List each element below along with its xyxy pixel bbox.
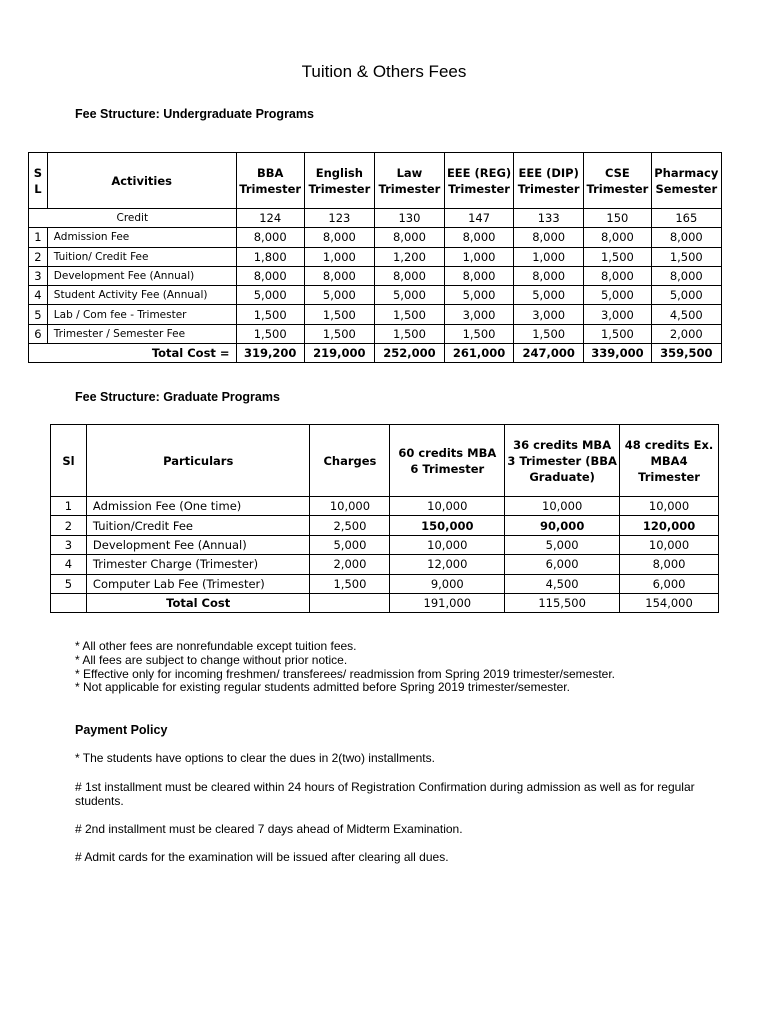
particulars-header: Particulars [86,425,310,497]
note-line: * Effective only for incoming freshmen/ transferees/ readmission from Spring 2019 trimester/semester. [75,666,616,681]
program-header: BBA Trimester [236,153,304,209]
graduate-heading: Fee Structure: Graduate Programs [75,390,280,404]
table-row: 4 Trimester Charge (Trimester) 2,000 12,000 6,000 8,000 [51,555,719,574]
program-header: CSE Trimester [584,153,651,209]
policy-paragraph: # Admit cards for the examination will be issued after clearing all dues. [75,850,449,864]
undergraduate-heading: Fee Structure: Undergraduate Programs [75,107,314,121]
undergraduate-fee-table [28,152,722,363]
note-line: * Not applicable for existing regular students admitted before Spring 2019 trimester/semester. [75,680,570,695]
program-header: 36 credits MBA 3 Trimester (BBA Graduate) [505,425,620,497]
total-row: Total Cost = 319,200 219,000 252,000 261,000 247,000 339,000 359,500 [29,344,722,363]
policy-paragraph: # 1st installment must be cleared within 24 hours of Registration Confirmation during admission as well as for regular students. [75,780,695,808]
page-title: Tuition & Others Fees [301,62,467,81]
program-header: Law Trimester [374,153,444,209]
program-header: EEE (DIP) Trimester [514,153,584,209]
policy-paragraph: # 2nd installment must be cleared 7 days ahead of Midterm Examination. [75,822,463,836]
program-header: 60 credits MBA 6 Trimester [390,425,505,497]
table-row: 3 Development Fee (Annual) 5,000 10,000 5,000 10,000 [51,535,719,554]
table-row: 2 Tuition/ Credit Fee 1,800 1,000 1,200 1,000 1,000 1,500 1,500 [29,247,722,266]
graduate-fee-table [50,424,719,613]
total-row: Total Cost 191,000 115,500 154,000 [51,593,719,612]
program-header: 48 credits Ex. MBA4 Trimester [620,425,719,497]
table-row: 3 Development Fee (Annual) 8,000 8,000 8,000 8,000 8,000 8,000 8,000 [29,266,722,285]
credit-row: Credit 124 123 130 147 133 150 165 [29,209,722,228]
table-row: 5 Lab / Com fee - Trimester 1,500 1,500 1,500 3,000 3,000 3,000 4,500 [29,305,722,324]
policy-paragraph: * The students have options to clear the dues in 2(two) installments. [75,751,435,765]
table-header-row [29,153,722,209]
sl-header: Sl [51,425,87,497]
table-row: 5 Computer Lab Fee (Trimester) 1,500 9,000 4,500 6,000 [51,574,719,593]
note-line: * All fees are subject to change without prior notice. [75,652,348,667]
table-row: 4 Student Activity Fee (Annual) 5,000 5,000 5,000 5,000 5,000 5,000 5,000 [29,286,722,305]
charges-header: Charges [310,425,390,497]
program-header: EEE (REG) Trimester [444,153,513,209]
table-row: 6 Trimester / Semester Fee 1,500 1,500 1,500 1,500 1,500 1,500 2,000 [29,324,722,343]
note-line: * All other fees are nonrefundable except tuition fees. [75,639,357,653]
activities-header: Activities [47,153,236,209]
table-header-row [51,425,719,497]
payment-policy-heading: Payment Policy [75,723,168,737]
table-row: 1 Admission Fee 8,000 8,000 8,000 8,000 8,000 8,000 8,000 [29,228,722,247]
sl-header: S L [29,153,48,209]
table-row: 1 Admission Fee (One time) 10,000 10,000 10,000 10,000 [51,497,719,516]
table-row: 2 Tuition/Credit Fee 2,500 150,000 90,000 120,000 [51,516,719,535]
fee-notes [75,640,615,695]
program-header: Pharmacy Semester [651,153,721,209]
program-header: English Trimester [304,153,374,209]
